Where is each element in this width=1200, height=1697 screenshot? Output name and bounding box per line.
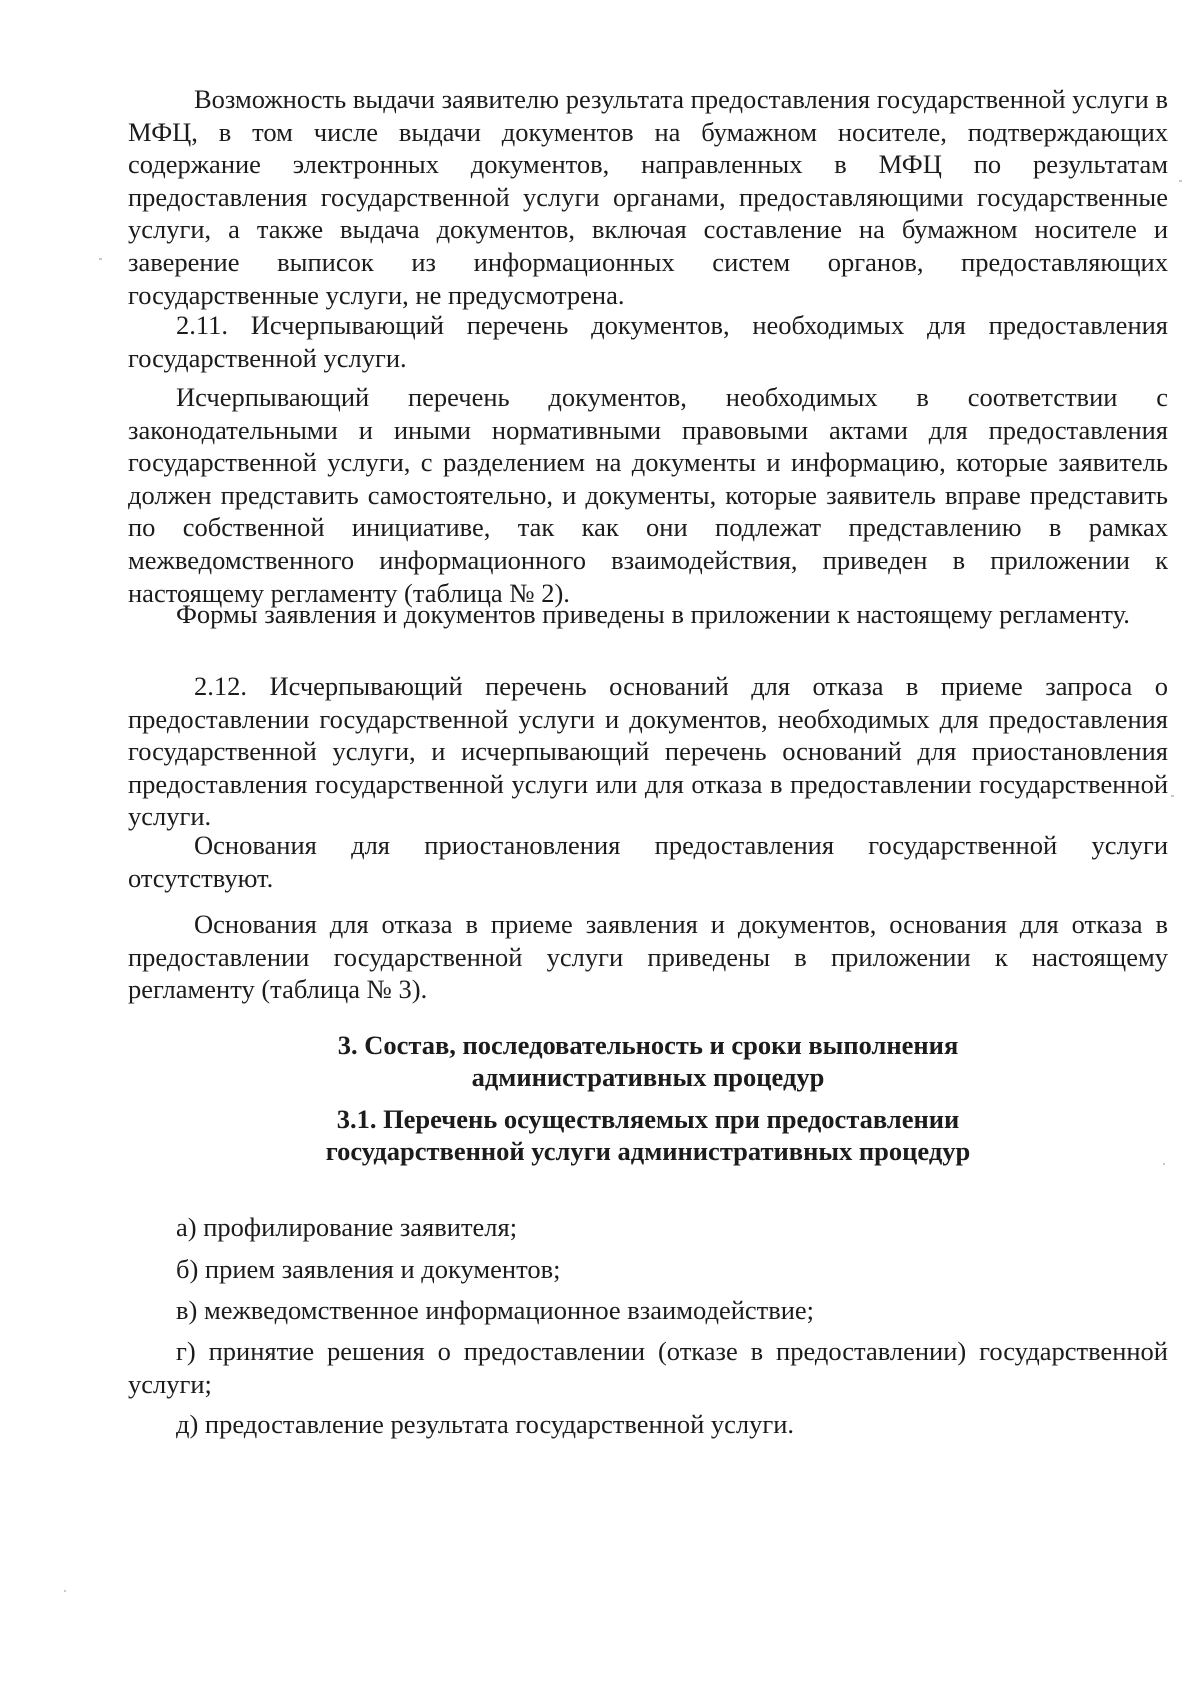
section-3-heading-line-2: административных процедур	[471, 1062, 825, 1092]
paragraph-refusal-grounds: Основания для отказа в приеме заявления и документов, основания для отказа в предоставлении государственной услуги приведены в приложении к настоящему регламенту (таблица № 3).	[128, 909, 1168, 1005]
procedure-item-d: д) предоставление результата государственной услуги.	[176, 1409, 795, 1439]
section-3-1-heading-line-2: государственной услуги административных процедур	[325, 1136, 971, 1166]
section-3-heading-line-1: 3. Состав, последовательность и сроки выполнения	[337, 1030, 959, 1060]
scan-speck	[1179, 180, 1182, 182]
paragraph-2-11-heading: 2.11. Исчерпывающий перечень документов, необходимых для предоставления государственной услуги.	[128, 310, 1168, 373]
procedure-item-b: б) прием заявления и документов;	[176, 1254, 561, 1284]
paragraph-mfc-result: Возможность выдачи заявителю результата предоставления государственной услуги в МФЦ, в том числе выдачи документов на бумажном носителе, подтверждающих содержание электронных документов, направленных в МФЦ по результатам предоставления государственной услуги органами, предоставляющими государственные услуги, а также выдача документов, включая составление на бумажном носителе и заверение выписок из информационных систем органов, предоставляющих государственные услуги, не предусмотрена.	[128, 84, 1168, 310]
paragraph-forms: Формы заявления и документов приведены в приложении к настоящему регламенту.	[176, 599, 1130, 629]
procedure-item-v: в) межведомственное информационное взаимодействие;	[176, 1295, 815, 1325]
scan-speck	[1171, 795, 1174, 797]
section-3-1-heading	[128, 1103, 1168, 1167]
procedure-item-a: а) профилирование заявителя;	[176, 1212, 518, 1242]
scan-speck	[1163, 1163, 1165, 1165]
scan-speck	[99, 258, 102, 260]
scan-speck	[64, 1590, 66, 1592]
section-3-1-heading-line-1: 3.1. Перечень осуществляемых при предоставлении	[336, 1104, 960, 1134]
paragraph-2-12-heading: 2.12. Исчерпывающий перечень оснований для отказа в приеме запроса о предоставлении государственной услуги и документов, необходимых для предоставления государственной услуги, и исчерпывающий перечень оснований для приостановления предоставления государственной услуги или для отказа в предоставлении государственной услуги.	[128, 671, 1168, 832]
section-3-heading	[128, 1029, 1168, 1093]
procedure-item-g: г) принятие решения о предоставлении (отказе в предоставлении) государственной услуги;	[128, 1336, 1168, 1399]
paragraph-suspension-grounds: Основания для приостановления предоставления государственной услуги отсутствуют.	[128, 830, 1168, 893]
paragraph-documents-list: Исчерпывающий перечень документов, необходимых в соответствии с законодательными и иными нормативными правовыми актами для предоставления государственной услуги, с разделением на документы и информацию, которые заявитель должен представить самостоятельно, и документы, которые заявитель вправе представить по собственной инициативе, так как они подлежат представлению в рамках межведомственного информационного взаимодействия, приведен в приложении к настоящему регламенту (таблица № 2).	[128, 382, 1168, 608]
